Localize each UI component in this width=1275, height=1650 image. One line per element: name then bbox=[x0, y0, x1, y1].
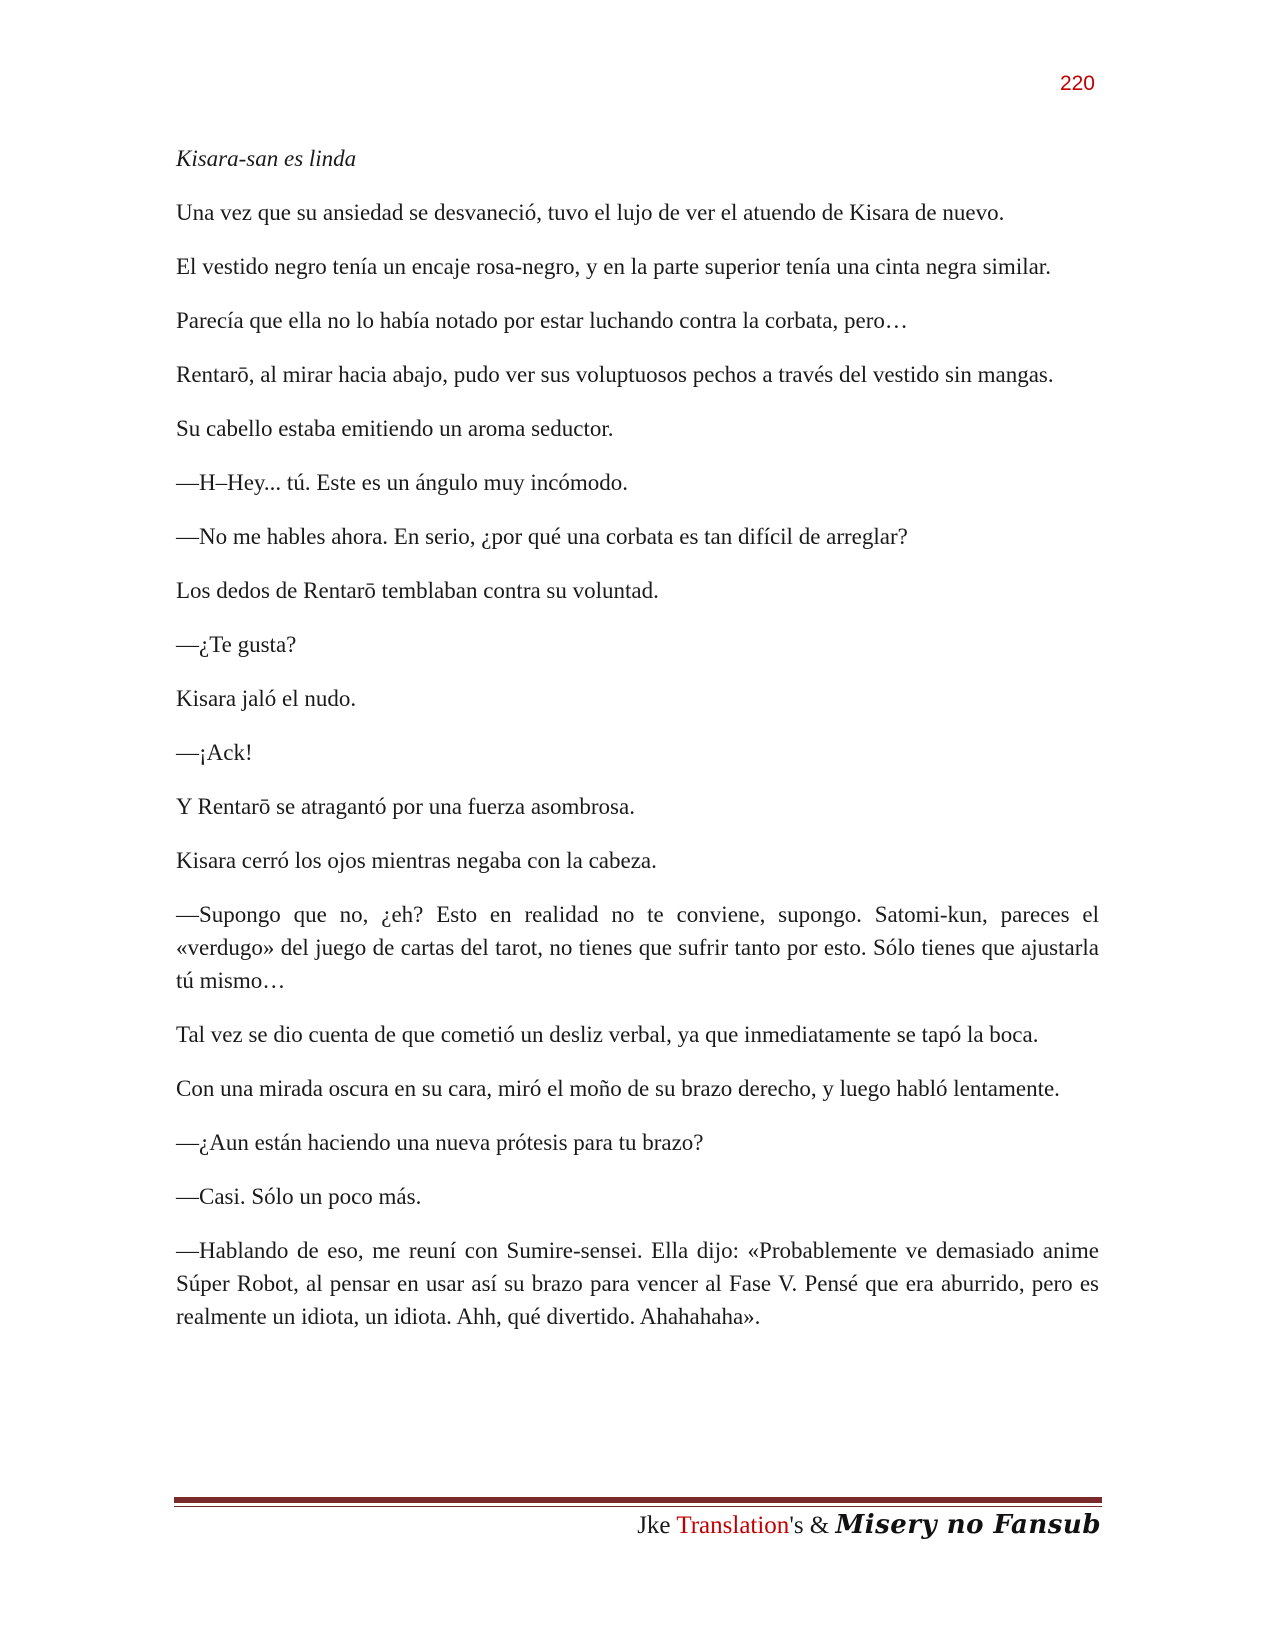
footer-credit-connector: 's & bbox=[789, 1512, 836, 1539]
page-number: 220 bbox=[1059, 72, 1095, 95]
paragraph: —H–Hey... tú. Este es un ángulo muy incómodo. bbox=[176, 470, 629, 495]
paragraph: Su cabello estaba emitiendo un aroma seductor. bbox=[176, 416, 614, 441]
paragraph: —¿Te gusta? bbox=[176, 632, 297, 657]
paragraph: Parecía que ella no lo había notado por estar luchando contra la corbata, pero… bbox=[176, 308, 908, 333]
paragraph: Con una mirada oscura en su cara, miró el moño de su brazo derecho, y luego habló lentamente. bbox=[176, 1076, 1060, 1101]
paragraph: —Supongo que no, ¿eh? Esto en realidad no te conviene, supongo. Satomi-kun, pareces el «verdugo» del juego de cartas del tarot, no tienes que sufrir tanto por esto. Sólo tienes que ajustarla tú mismo… bbox=[176, 902, 1099, 993]
paragraph: —No me hables ahora. En serio, ¿por qué una corbata es tan difícil de arreglar? bbox=[176, 524, 908, 549]
footer-divider-thick bbox=[174, 1497, 1102, 1503]
footer-credit-misery: Misery no Fansub bbox=[835, 1510, 1101, 1540]
paragraph: Los dedos de Rentarō temblaban contra su voluntad. bbox=[176, 578, 659, 603]
document-body bbox=[176, 142, 1099, 1354]
footer-divider bbox=[174, 1497, 1102, 1507]
paragraph: —¡Ack! bbox=[176, 740, 253, 765]
paragraph: Y Rentarō se atragantó por una fuerza asombrosa. bbox=[176, 794, 635, 819]
paragraph: —¿Aun están haciendo una nueva prótesis para tu brazo? bbox=[176, 1130, 704, 1155]
paragraph: —Hablando de eso, me reuní con Sumire-sensei. Ella dijo: «Probablemente ve demasiado anime Súper Robot, al pensar en usar así su brazo para vencer al Fase V. Pensé que era aburrido, pero es realmente un idiota, un idiota. Ahh, qué divertido. Ahahahaha». bbox=[176, 1238, 1099, 1329]
paragraph: Una vez que su ansiedad se desvaneció, tuvo el lujo de ver el atuendo de Kisara de nuevo. bbox=[176, 200, 1005, 225]
paragraph: Rentarō, al mirar hacia abajo, pudo ver sus voluptuosos pechos a través del vestido sin mangas. bbox=[176, 362, 1054, 387]
paragraph: El vestido negro tenía un encaje rosa-negro, y en la parte superior tenía una cinta negra similar. bbox=[176, 254, 1051, 279]
footer-credit-jke: Jke bbox=[637, 1512, 677, 1539]
paragraph: Kisara jaló el nudo. bbox=[176, 686, 357, 711]
paragraph: Tal vez se dio cuenta de que cometió un desliz verbal, ya que inmediatamente se tapó la boca. bbox=[176, 1022, 1039, 1047]
paragraph: Kisara cerró los ojos mientras negaba con la cabeza. bbox=[176, 848, 657, 873]
footer-divider-thin bbox=[174, 1506, 1102, 1507]
paragraph: —Casi. Sólo un poco más. bbox=[176, 1184, 422, 1209]
footer-credit-translation: Translation bbox=[676, 1512, 790, 1539]
section-title: Kisara-san es linda bbox=[176, 146, 357, 171]
footer-credit bbox=[637, 1510, 1101, 1540]
